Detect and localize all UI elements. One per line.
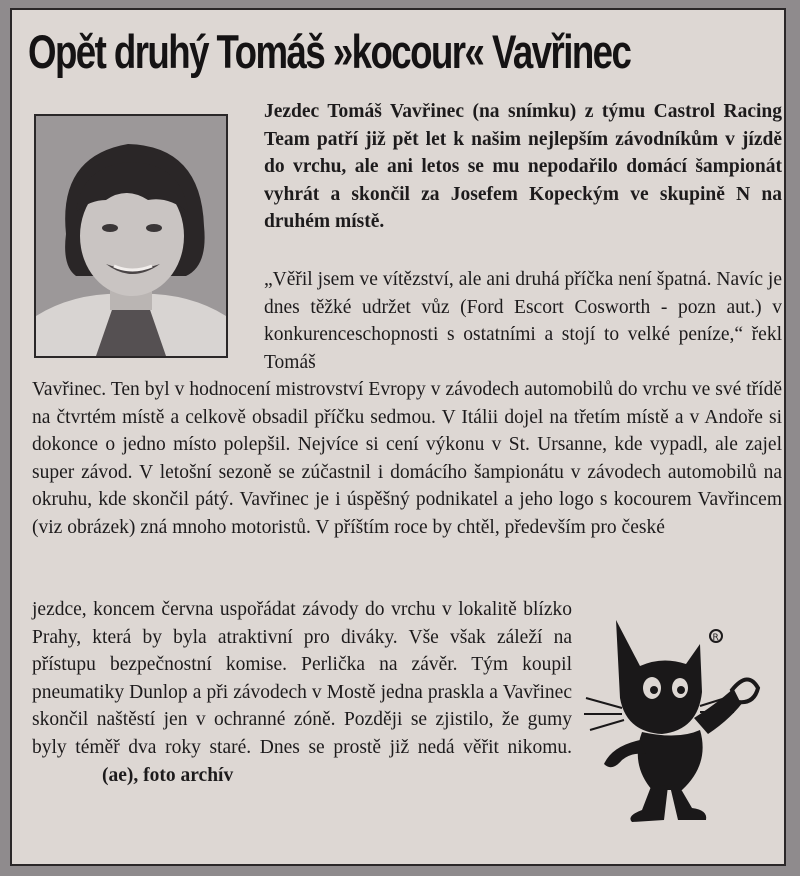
portrait-image xyxy=(36,116,226,356)
portrait-photo xyxy=(34,114,228,358)
svg-text:R: R xyxy=(712,633,719,643)
article-credit: (ae), foto archív xyxy=(102,764,234,786)
cat-logo xyxy=(582,614,782,824)
article-body-paragraph-end xyxy=(32,596,572,789)
article-body-paragraph-middle: Vavřinec. Ten byl v hodnocení mistrovství Evropy v závodech automobilů do vrchu ve své třídě na čtvrtém místě a celkově obsadil příčku sedmou. V Itálii dojel na třetím místě a v Andoře si dokonce o jedno místo polepšil. Nejvíce si cení výkonu v St. Ursanne, kde vypadl, ale zajel super závod. V letošní sezoně se zúčastnil i domácího šampionátu v závodech automobilů na okruhu, kde skončil pátý. Vavřinec je i úspěšný podnikatel a jeho logo s kocourem Vavřincem (viz obrázek) zná mnoho motoristů. V příštím roce by chtěl, především pro české xyxy=(32,379,782,538)
newspaper-clipping xyxy=(10,8,786,866)
article-body-final-text: jezdce, koncem června uspořádat závody do vrchu v lokalitě blízko Prahy, která by byla atraktivní pro diváky. Vše však záleží na přístupu bezpečnostní komise. Perlička na závěr. Tým koupil pneumatiky Dunlop a při závodech v Mostě jedna praskla a Vavřinec skončil naštěstí jen v ochranné zóně. Později se zjistilo, že gumy byly téměř dva roky staré. Dnes se prostě již nedá věřit nikomu. xyxy=(32,599,572,758)
article-body-paragraph-start: „Věřil jsem ve vítězství, ale ani druhá příčka není špatná. Navíc je dnes těžké udržet vůz (Ford Escort Cosworth - pozn aut.) v konkurenceschopnosti s ostatními a stojí to velké peníze,“ řekl Tomáš xyxy=(264,269,782,373)
article-title: Opět druhý Tomáš »kocour« Vavřinec xyxy=(28,25,631,78)
cat-logo-image xyxy=(582,614,782,824)
article-lead: Jezdec Tomáš Vavřinec (na snímku) z týmu Castrol Racing Team patří již pět let k našim nejlepším závodníkům v jízdě do vrchu, ale ani letos se mu nepodařilo domácí šampionát vyhrát a skončil za Josefem Kopeckým ve skupině N na druhém místě. xyxy=(264,101,782,233)
